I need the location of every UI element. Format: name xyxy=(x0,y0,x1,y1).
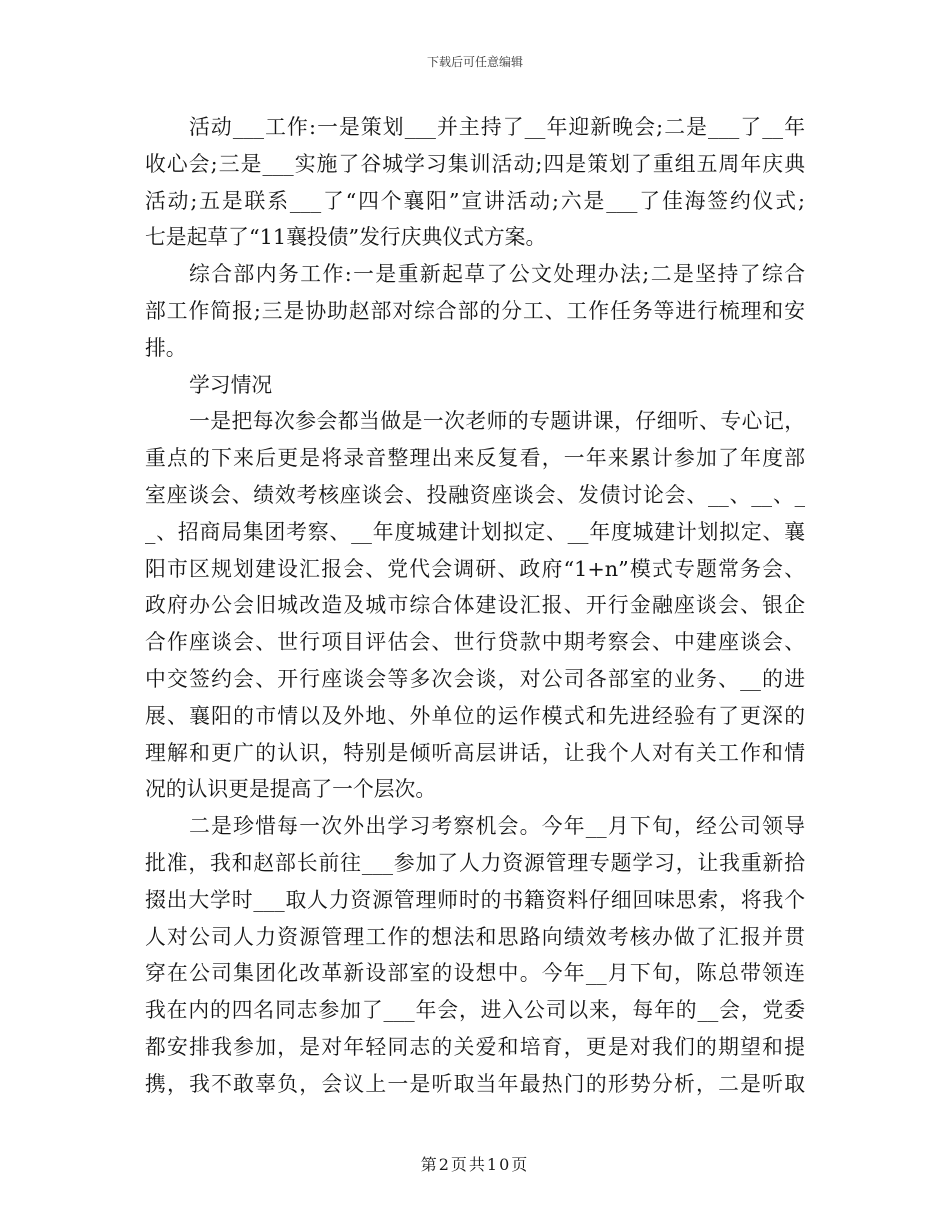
paragraph-line: 中交签约会、开行座谈会等多次会谈，对公司各部室的业务、__的进 xyxy=(145,666,805,691)
paragraph-line: 合作座谈会、世行项目评估会、世行贷款中期考察会、中建座谈会、 xyxy=(145,630,805,655)
paragraph-line: 展、襄阳的市情以及外地、外单位的运作模式和先进经验有了更深的 xyxy=(145,703,805,728)
paragraph-line: 重点的下来后更是将录音整理出来反复看，一年来累计参加了年度部 xyxy=(145,446,805,471)
paragraph-line: 都安排我参加，是对年轻同志的关爱和培育，更是对我们的期望和提 xyxy=(145,1034,805,1059)
paragraph xyxy=(145,403,805,808)
paragraph-line: 活动;五是联系___了“四个襄阳”宣讲活动;六是___了佳海签约仪式; xyxy=(145,188,805,213)
paragraph-line: 七是起草了“11襄投债”发行庆典仪式方案。 xyxy=(145,225,547,250)
document-body xyxy=(145,109,805,1103)
paragraph-line: 收心会;三是___实施了谷城学习集训活动;四是策划了重组五周年庆典 xyxy=(145,151,805,176)
paragraph-line: 阳市区规划建设汇报会、党代会调研、政府“1+n”模式专题常务会、 xyxy=(145,556,805,581)
paragraph-line: 我在内的四名同志参加了___年会，进入公司以来，每年的__会，党委 xyxy=(145,998,805,1023)
paragraph-line: 室座谈会、绩效考核座谈会、投融资座谈会、发债讨论会、__、__、_ xyxy=(145,482,805,507)
paragraph xyxy=(145,256,805,366)
paragraph xyxy=(145,808,805,1102)
paragraph-line: 携，我不敢辜负，会议上一是听取当年最热门的形势分析，二是听取 xyxy=(145,1071,805,1096)
paragraph-line: 况的认识更是提高了一个层次。 xyxy=(145,777,437,802)
paragraph-line: 穿在公司集团化改革新设部室的设想中。今年__月下旬，陈总带领连 xyxy=(145,961,805,986)
paragraph xyxy=(145,109,805,256)
paragraph-line: 批准，我和赵部长前往___参加了人力资源管理专题学习，让我重新拾 xyxy=(145,850,805,875)
paragraph-line: 掇出大学时___取人力资源管理师时的书籍资料仔细回味思索，将我个 xyxy=(145,887,805,912)
paragraph-line: 政府办公会旧城改造及城市综合体建设汇报、开行金融座谈会、银企 xyxy=(145,593,805,618)
section-heading: 学习情况 xyxy=(189,372,273,397)
paragraph-line: 活动___工作:一是策划___并主持了__年迎新晚会;二是___了__年 xyxy=(189,115,805,139)
paragraph-line: 理解和更广的认识，特别是倾听高层讲话，让我个人对有关工作和情 xyxy=(145,740,805,765)
paragraph-line: 一是把每次参会都当做是一次老师的专题讲课，仔细听、专心记， xyxy=(189,409,805,434)
page-number: 第2页共10页 xyxy=(420,1155,530,1174)
paragraph-line: 部工作简报;三是协助赵部对综合部的分工、工作任务等进行梳理和安 xyxy=(145,298,805,323)
page-header-note: 下载后可任意编辑 xyxy=(426,55,523,69)
paragraph-line: 二是珍惜每一次外出学习考察机会。今年__月下旬，经公司领导 xyxy=(189,814,805,839)
paragraph-line: _、招商局集团考察、__年度城建计划拟定、__年度城建计划拟定、襄 xyxy=(145,519,805,544)
paragraph-line: 人对公司人力资源管理工作的想法和思路向绩效考核办做了汇报并贯 xyxy=(145,924,805,949)
paragraph-line: 排。 xyxy=(145,335,187,360)
paragraph-line: 综合部内务工作:一是重新起草了公文处理办法;二是坚持了综合 xyxy=(189,262,805,287)
